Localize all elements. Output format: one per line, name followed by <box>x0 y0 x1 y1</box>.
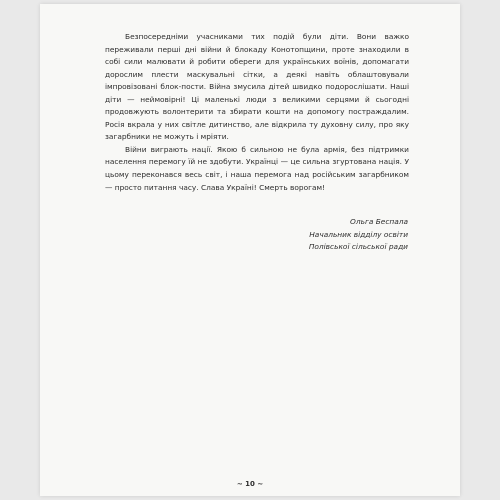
paragraph-children: Безпосередніми учасниками тих подій були діти. Вони важко переживали перші дні війни й блокаду Конотопщини, проте знаходили в собі сили малювати й робити обереги для українських воїнів, допомагати дорослим плести маскувальні сітки, а деякі навіть облаштовували імпровізовані блок-пости. Війна змусила дітей швидко подорослішати. Наші діти — неймовірні! Ці маленькі люди з великими серцями й сьогодні продовжують волонтерити та збирати кошти на допомогу постраждалим. Росія вкрала у них світле дитинство, але відкрила ту духовну силу, про яку загарбники не можуть і мріяти. <box>105 32 409 142</box>
body-text <box>105 31 409 194</box>
signature-position-line-2: Полівської сільської ради <box>308 242 408 252</box>
page-number: ~ 10 ~ <box>236 480 264 488</box>
signature-position-line-1: Начальник відділу освіти <box>309 229 408 239</box>
signature-block <box>309 216 408 254</box>
signature-name: Ольга Беспала <box>350 217 408 226</box>
paragraph-nations: Війни виграють нації. Якою б сильною не була армія, без підтримки населення перемогу їй не здобути. Українці — це сильна згуртована нація. У цьому переконався весь світ, і наша перемога над російським загарбником — просто питання часу. Слава Україні! Смерть ворогам! <box>105 144 409 192</box>
